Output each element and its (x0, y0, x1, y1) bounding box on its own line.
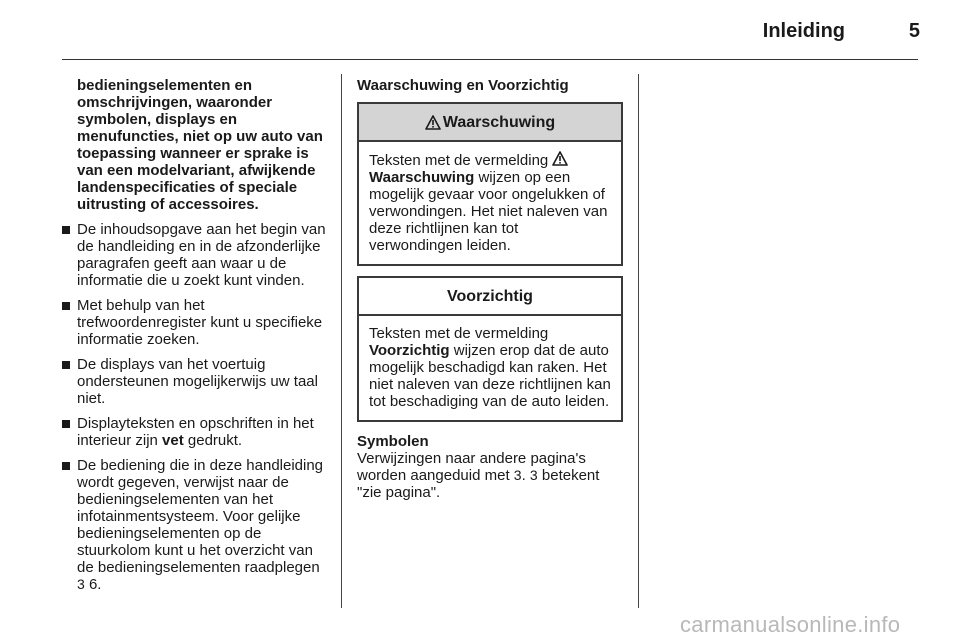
column-divider (341, 74, 342, 608)
symbols-section (357, 433, 625, 501)
bullet-square-icon (62, 302, 70, 310)
caution-box-title: Voorzichtig (447, 287, 533, 305)
left-column (62, 77, 330, 601)
bullet-square-icon (62, 420, 70, 428)
bold-term: Voorzichtig (369, 342, 450, 359)
warning-box-title: Waarschuwing (442, 113, 556, 131)
page-reference-icon: 3 (529, 467, 538, 483)
watermark: carmanualsonline.info (680, 612, 901, 637)
warning-text: Teksten met de vermelding (369, 152, 553, 169)
bullet-square-icon (62, 462, 70, 470)
bullet-square-icon (62, 226, 70, 234)
intro-paragraph: bedieningselementen en omschrijvingen, waaronder symbolen, displays en menufuncties, niet op uw auto van toepassing wanneer er sprake is van een modelvariant, afwijkende landenspecificaties of speciale uitrusting of accessoires. (77, 77, 323, 213)
column-divider (638, 74, 639, 608)
page-reference-icon: 3 (77, 576, 85, 592)
section-heading: Waarschuwing en Voorzichtig (357, 77, 569, 94)
caution-box-header (359, 278, 621, 316)
bullet-text: De inhoudsopgave aan het begin van de handleiding en in de afzonderlijke paragrafen geeft aan waar u de informatie die u zoekt kunt vinden. (77, 221, 326, 289)
bullet-text: De bediening die in deze handleiding wordt gegeven, verwijst naar de bedieningselementen van het infotainmentsysteem. Voor gelijke bedieningselementen op de stuurkolom kunt u het overzicht van de bedieningselementen raadplegen (77, 457, 324, 576)
warning-box (357, 102, 623, 266)
bullet-square-icon (62, 361, 70, 369)
bold-term: vet (162, 432, 184, 449)
page-title: Inleiding (762, 20, 845, 42)
list-item (62, 415, 330, 449)
bullet-text: gedrukt. (183, 432, 243, 449)
warning-text: wijzen op een mogelijk gevaar voor ongelukken of verwondingen. Het niet naleven van deze richtlijnen kan tot verwondingen leiden. (369, 169, 608, 254)
bullet-text: Displayteksten en opschriften in het interieur zijn (77, 415, 314, 449)
warning-triangle-icon (425, 115, 441, 130)
warning-box-header (359, 104, 621, 142)
caution-text: wijzen erop dat de auto mogelijk beschadigd kan raken. Het niet naleven van deze richtlijnen kan tot beschadiging van de auto leiden. (369, 342, 611, 410)
symbols-text: Verwijzingen naar andere pagina's worden aangeduid met 3. 3 betekent "zie pagina". (357, 450, 600, 501)
warning-box-body (359, 142, 621, 264)
bold-term: Waarschuwing (369, 169, 475, 186)
list-item (62, 221, 330, 289)
list-item (62, 356, 330, 407)
caution-box (357, 276, 623, 422)
page-reference-icon: 3 (513, 467, 522, 483)
caution-box-body (359, 316, 621, 420)
symbols-heading: Symbolen (357, 433, 429, 450)
list-item (62, 297, 330, 348)
list-item (62, 457, 330, 593)
header-rule (62, 59, 918, 60)
page-reference[interactable]: 6. (84, 576, 102, 593)
bullet-text: Met behulp van het trefwoordenregister kunt u specifieke informatie zoeken. (77, 297, 323, 348)
caution-text: Teksten met de vermelding (369, 325, 549, 342)
middle-column (357, 77, 625, 501)
warning-triangle-icon (552, 151, 568, 166)
page-number: 5 (908, 20, 920, 42)
bullet-text: De displays van het voertuig ondersteunen mogelijkerwijs uw taal niet. (77, 356, 318, 407)
